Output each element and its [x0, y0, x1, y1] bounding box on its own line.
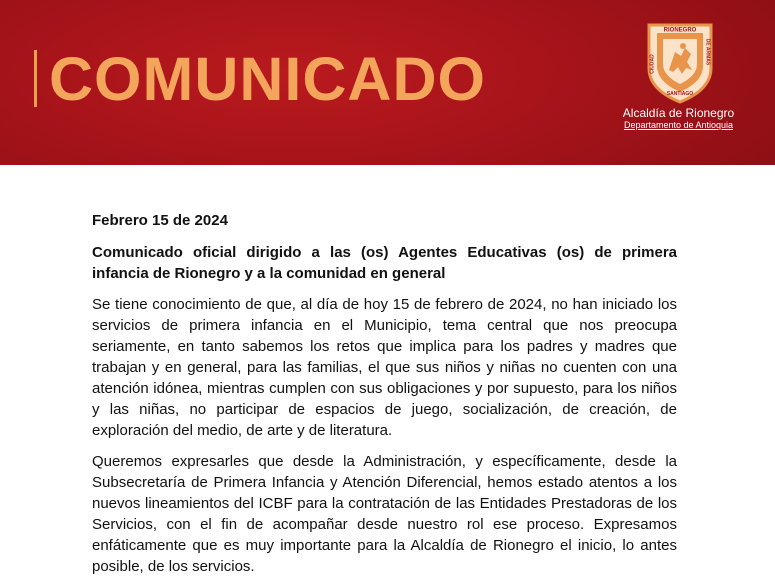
header-banner	[0, 0, 775, 165]
document-date: Febrero 15 de 2024	[92, 212, 228, 229]
body-paragraph: Queremos expresarles que desde la Administración, y específicamente, desde la Subsecretaría de Primera Infancia y Atención Diferencial, hemos estado atentos a los nuevos lineamientos del ICBF para la contratación de las Entidades Prestadoras de los Servicios, con el fin de acompañar desde nuestro rol ese proceso. Expresamos enfáticamente que es muy importante para la Alcaldía de Rionegro el inicio, lo antes posible, de los servicios.	[92, 453, 677, 575]
org-name: Alcaldía de Rionegro	[622, 106, 735, 120]
crest-text-bottom: SANTIAGO	[666, 91, 694, 97]
document-body	[92, 211, 677, 587]
banner-title: COMUNICADO	[49, 45, 486, 113]
crest-text-right: DE ARMAS	[704, 38, 711, 66]
document-subject: Comunicado oficial dirigido a las (os) Agentes Educativas (os) de primera infancia de Rionegro y a la comunidad en general	[92, 244, 677, 282]
body-paragraph: Se tiene conocimiento de que, al día de hoy 15 de febrero de 2024, no han iniciado los servicios de primera infancia en el Municipio, tema central que nos preocupa seriamente, en tanto sabemos los retos que implica para los padres y madres que trabajan y en general, para las familias, el que sus niños y niñas no cuenten con una atención idónea, mientras cumplen con sus obligaciones y por supuesto, para los niños y las niñas, no participar de espacios de juego, socialización, de creación, de exploración del medio, de arte y de literatura.	[92, 296, 677, 439]
crest-text-top: RIONEGRO	[663, 27, 697, 34]
crest-text-left: CIUDAD	[649, 54, 656, 74]
org-department: Departamento de Antioquia	[623, 120, 734, 130]
title-accent-rule	[34, 50, 37, 107]
rionegro-coat-of-arms-icon	[645, 22, 715, 104]
